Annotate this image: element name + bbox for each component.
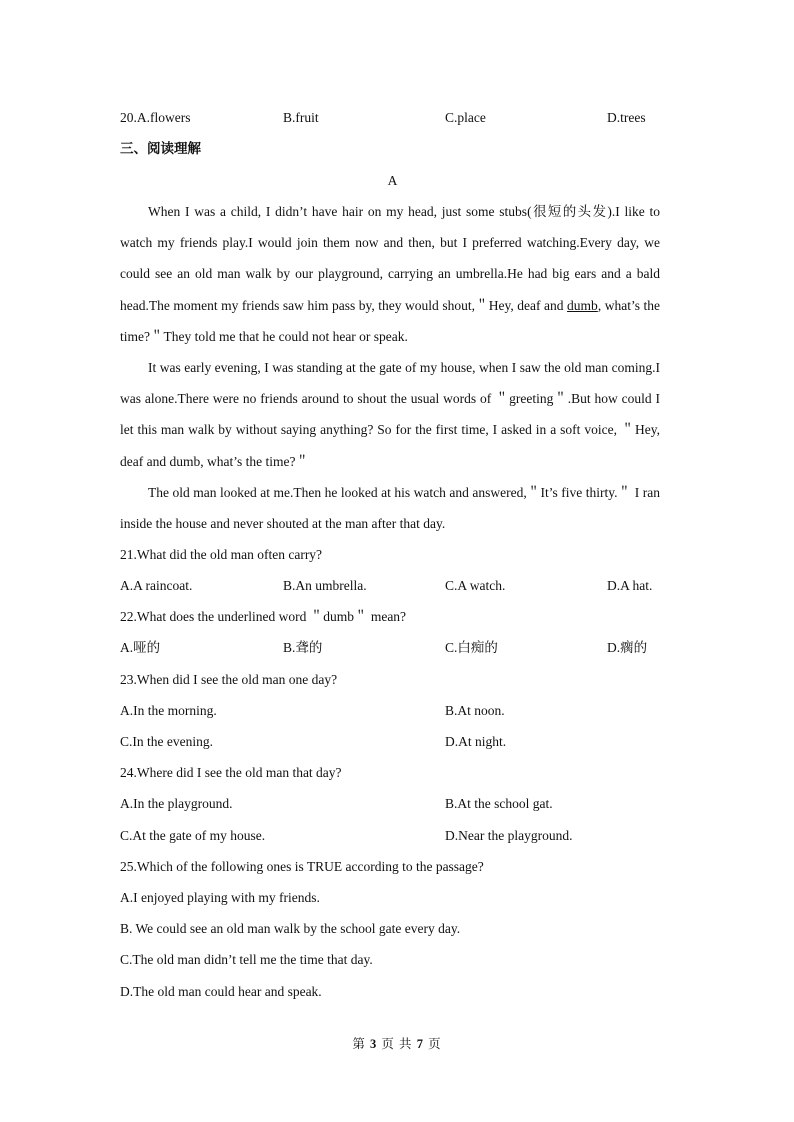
q24-option-c: C.At the gate of my house.	[120, 828, 266, 843]
q20-option-d: D.trees	[607, 110, 646, 125]
footer-total-pages: 7	[416, 1037, 424, 1051]
question-23-options-row1	[120, 701, 665, 721]
q20-option-c: C.place	[445, 110, 486, 125]
footer-pre: 第	[352, 1037, 366, 1051]
passage-paragraph-2: It was early evening, I was standing at the gate of my house, when I saw the old man coming.I was alone.There were no friends around to shout the usual words of ＂greeting＂.But how could I let this man walk by without saying anything? So for the first time, I asked in a soft voice, ＂Hey, deaf and dumb, what’s the time?＂	[120, 360, 660, 469]
p1-text-end: , what’s the time?＂They told me that he could not hear or speak.	[120, 297, 660, 344]
q23-option-c: C.In the evening.	[120, 734, 213, 749]
question-22-options	[120, 638, 665, 658]
section-title: 三、阅读理解	[120, 141, 201, 156]
q22-option-c: C.白痴的	[445, 640, 498, 655]
q22-option-d: D.瘸的	[607, 640, 648, 655]
passage-paragraph-3: The old man looked at me.Then he looked at his watch and answered,＂It’s five thirty.＂ I ran inside the house and never shouted at the man after that day.	[120, 485, 660, 532]
question-23-options-row2	[120, 732, 665, 752]
footer-mid: 页 共	[381, 1037, 413, 1051]
q23-option-b: B.At noon.	[445, 703, 505, 718]
question-20-options	[120, 108, 665, 128]
p1-text-start: When I was a child, I didn’t have hair on my head, just some stubs(很短的头发).I like to watch my friends play.I would join them now and then, but I preferred watching.Every day, we could see an old man walk by our playground, carrying an umbrella.He had big ears and a bald head.The moment my friends saw him pass by, they would shout,＂Hey, deaf and	[120, 204, 660, 313]
q21-option-c: C.A watch.	[445, 578, 506, 593]
question-21-options	[120, 576, 665, 596]
question-24-stem: 24.Where did I see the old man that day?	[120, 765, 342, 780]
footer-current-page: 3	[370, 1037, 378, 1051]
q24-option-b: B.At the school gat.	[445, 796, 553, 811]
question-22-stem: 22.What does the underlined word ＂dumb＂ mean?	[120, 609, 407, 624]
question-24-options-row1	[120, 794, 665, 814]
q24-option-a: A.In the playground.	[120, 796, 233, 811]
q20-option-b: B.fruit	[283, 110, 319, 125]
q21-option-a: A.A raincoat.	[120, 578, 193, 593]
q22-option-b: B.聋的	[283, 640, 323, 655]
q21-option-b: B.An umbrella.	[283, 578, 367, 593]
question-25-stem: 25.Which of the following ones is TRUE according to the passage?	[120, 859, 484, 874]
q23-option-d: D.At night.	[445, 734, 507, 749]
passage-paragraph-1	[120, 196, 660, 352]
q25-option-d: D.The old man could hear and speak.	[120, 984, 322, 999]
passage-label: A	[387, 173, 398, 188]
q22-option-a: A.哑的	[120, 640, 161, 655]
question-23-stem: 23.When did I see the old man one day?	[120, 672, 338, 687]
footer-post: 页	[428, 1037, 442, 1051]
question-21-stem: 21.What did the old man often carry?	[120, 547, 323, 562]
q21-option-d: D.A hat.	[607, 578, 653, 593]
q25-option-b: B. We could see an old man walk by the school gate every day.	[120, 921, 461, 936]
page-footer	[0, 1034, 794, 1052]
q25-option-a: A.I enjoyed playing with my friends.	[120, 890, 320, 905]
underlined-word: dumb	[567, 297, 598, 313]
q20-option-a: 20.A.flowers	[120, 110, 191, 125]
q25-option-c: C.The old man didn’t tell me the time that day.	[120, 952, 373, 967]
q24-option-d: D.Near the playground.	[445, 828, 573, 843]
q23-option-a: A.In the morning.	[120, 703, 217, 718]
question-24-options-row2	[120, 826, 665, 846]
